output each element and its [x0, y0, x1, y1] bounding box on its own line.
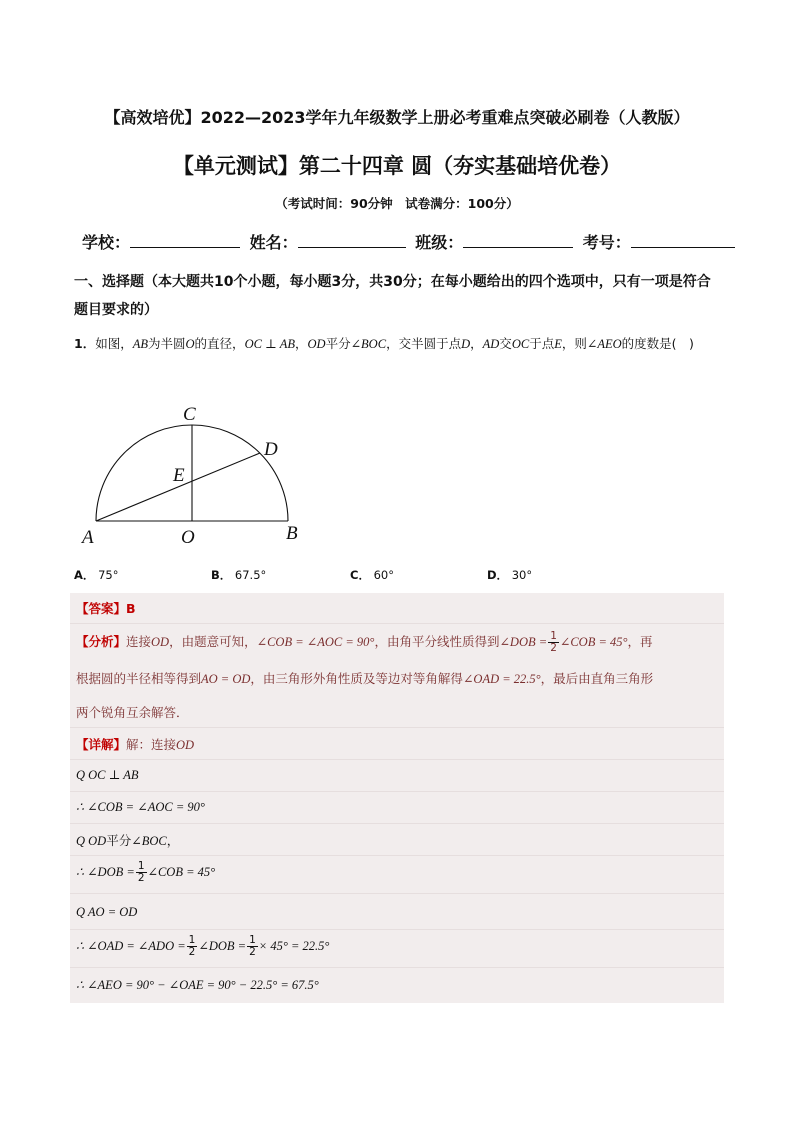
analysis-tag: 【分析】 — [76, 634, 127, 649]
answer-line — [76, 599, 720, 617]
math-expression: ∠COB = 45° — [559, 635, 628, 649]
fraction-half — [136, 861, 147, 884]
math-expression: ∠OAD = 22.5° — [462, 672, 541, 686]
option-value: 67.5° — [234, 568, 267, 582]
math-o: O — [185, 337, 195, 351]
math-od: OD — [176, 738, 195, 752]
math-angle-boc: ∠BOC — [350, 337, 387, 351]
step-5: Q AO = OD — [76, 905, 138, 919]
math-expression: Q OD — [76, 834, 107, 848]
fraction-denominator: 2 — [249, 946, 256, 958]
fraction-half — [247, 935, 258, 958]
math-expression: ∠DOB = — [499, 635, 548, 649]
divider — [70, 823, 724, 824]
math-expression: ∠BOC — [131, 834, 167, 848]
label-c: C — [183, 404, 196, 425]
fraction-denominator: 2 — [137, 872, 145, 884]
number-label: 考号： — [582, 233, 631, 252]
fraction-half — [187, 935, 198, 958]
math-od: OD — [307, 337, 326, 351]
fraction-half — [548, 631, 559, 654]
question-text: 于点 — [529, 336, 555, 351]
number-blank — [631, 231, 735, 248]
math-ab: AB — [132, 337, 148, 351]
exam-info: （考试时间：90分钟 试卷满分：100分） — [275, 196, 519, 211]
detail-tag: 【详解】 — [76, 737, 127, 752]
option-b[interactable] — [211, 567, 266, 583]
option-value: 30° — [511, 568, 533, 582]
class-label: 班级： — [415, 233, 464, 252]
analysis-text: 连接 — [126, 634, 152, 649]
label-o: O — [181, 527, 195, 548]
divider — [70, 893, 724, 894]
option-value: 75° — [98, 568, 119, 582]
analysis-text: 两个锐角互余解答． — [76, 705, 189, 720]
question-text: 为半圆 — [148, 336, 186, 351]
label-b: B — [286, 523, 298, 544]
analysis-line-3 — [76, 703, 720, 721]
question-text: 的直径， — [194, 336, 245, 351]
page-title: 【单元测试】第二十四章 圆（夯实基础培优卷） — [172, 154, 622, 178]
section-heading: 一、选择题（本大题共10个小题，每小题3分，共30分；在每小题给出的四个选项中，只有一项是符合题目要求的） — [74, 274, 711, 318]
step-3 — [76, 831, 720, 849]
fraction-numerator: 1 — [137, 860, 145, 872]
question-text: 如图， — [95, 336, 133, 351]
option-letter: D． — [487, 568, 509, 582]
analysis-line-1 — [76, 631, 720, 654]
math-ad: AD — [482, 337, 500, 351]
document-header: 【高效培优】2022—2023学年九年级数学上册必考重难点突破必刷卷（人教版） — [104, 108, 690, 127]
step-4 — [76, 861, 720, 884]
school-label: 学校： — [82, 233, 131, 252]
math-expression: ∠COB = 45° — [147, 865, 216, 879]
label-e: E — [173, 465, 185, 486]
analysis-text: 根据圆的半径相等得到 — [76, 671, 202, 686]
math-expression: ∠DOB = — [198, 939, 247, 953]
student-info-row — [82, 230, 739, 253]
question-text: ， — [294, 336, 308, 351]
step-6 — [76, 935, 720, 958]
math-expression: AO = OD — [201, 672, 251, 686]
question-text: 交 — [499, 336, 512, 351]
math-od: OD — [151, 635, 170, 649]
math-expression: ∴ ∠OAD = ∠ADO = — [76, 939, 186, 953]
step-7: ∴ ∠AEO = 90° − ∠OAE = 90° − 22.5° = 67.5° — [76, 978, 319, 992]
math-e: E — [554, 337, 562, 351]
answer-explanation-box — [70, 593, 724, 1003]
option-letter: B． — [211, 568, 232, 582]
step-1: Q OC ⊥ AB — [76, 768, 139, 782]
question-text: ，则 — [561, 336, 587, 351]
divider — [70, 727, 724, 728]
answer-value: B — [126, 601, 136, 616]
semicircle-figure — [78, 398, 318, 558]
step-2: ∴ ∠COB = ∠AOC = 90° — [76, 800, 205, 814]
divider — [70, 929, 724, 930]
fraction-numerator: 1 — [550, 630, 557, 642]
analysis-text: ，再 — [627, 634, 653, 649]
divider — [70, 791, 724, 792]
divider — [70, 759, 724, 760]
option-c[interactable] — [350, 567, 394, 583]
fraction-denominator: 2 — [550, 642, 557, 654]
option-letter: A． — [74, 568, 95, 582]
step-text: 平分 — [106, 833, 132, 848]
question-text: 的度数是( ) — [621, 336, 694, 351]
question-number: 1． — [74, 336, 96, 351]
analysis-text: ，由角平分线性质得到 — [374, 634, 500, 649]
divider — [70, 855, 724, 856]
math-angle-aeo: ∠AEO — [586, 337, 622, 351]
question-text: ， — [470, 336, 483, 351]
option-value: 60° — [373, 568, 394, 582]
divider — [70, 623, 724, 624]
analysis-line-2 — [76, 669, 720, 687]
answer-tag: 【答案】 — [76, 601, 127, 616]
math-expression: ∠COB = ∠AOC = 90° — [256, 635, 375, 649]
step-text: ， — [166, 833, 180, 848]
name-label: 姓名： — [249, 233, 298, 252]
analysis-text: ，最后由直角三角形 — [540, 671, 654, 686]
fraction-denominator: 2 — [188, 946, 196, 958]
math-expression: × 45° = 22.5° — [258, 939, 330, 953]
math-oc: OC — [511, 337, 530, 351]
fraction-numerator: 1 — [249, 934, 256, 946]
question-text: ，交半圆于点 — [386, 336, 462, 351]
label-a: A — [82, 527, 94, 548]
question-text: 平分 — [325, 336, 351, 351]
math-d: D — [461, 337, 471, 351]
analysis-text: ，由三角形外角性质及等边对等角解得 — [250, 671, 463, 686]
detail-line — [76, 735, 720, 753]
fraction-numerator: 1 — [188, 934, 196, 946]
segment-ad — [96, 453, 260, 521]
analysis-text: ，由题意可知， — [169, 634, 257, 649]
detail-text: 解：连接 — [126, 737, 177, 752]
math-expression: ∴ ∠DOB = — [76, 865, 135, 879]
school-blank — [130, 231, 240, 248]
divider — [70, 967, 724, 968]
option-a[interactable] — [74, 567, 118, 583]
name-blank — [298, 231, 406, 248]
option-letter: C． — [350, 568, 370, 582]
label-d: D — [264, 439, 278, 460]
option-d[interactable] — [487, 567, 532, 583]
math-oc-perp-ab: OC ⊥ AB — [244, 337, 295, 351]
question-1 — [74, 331, 734, 357]
class-blank — [463, 231, 573, 248]
